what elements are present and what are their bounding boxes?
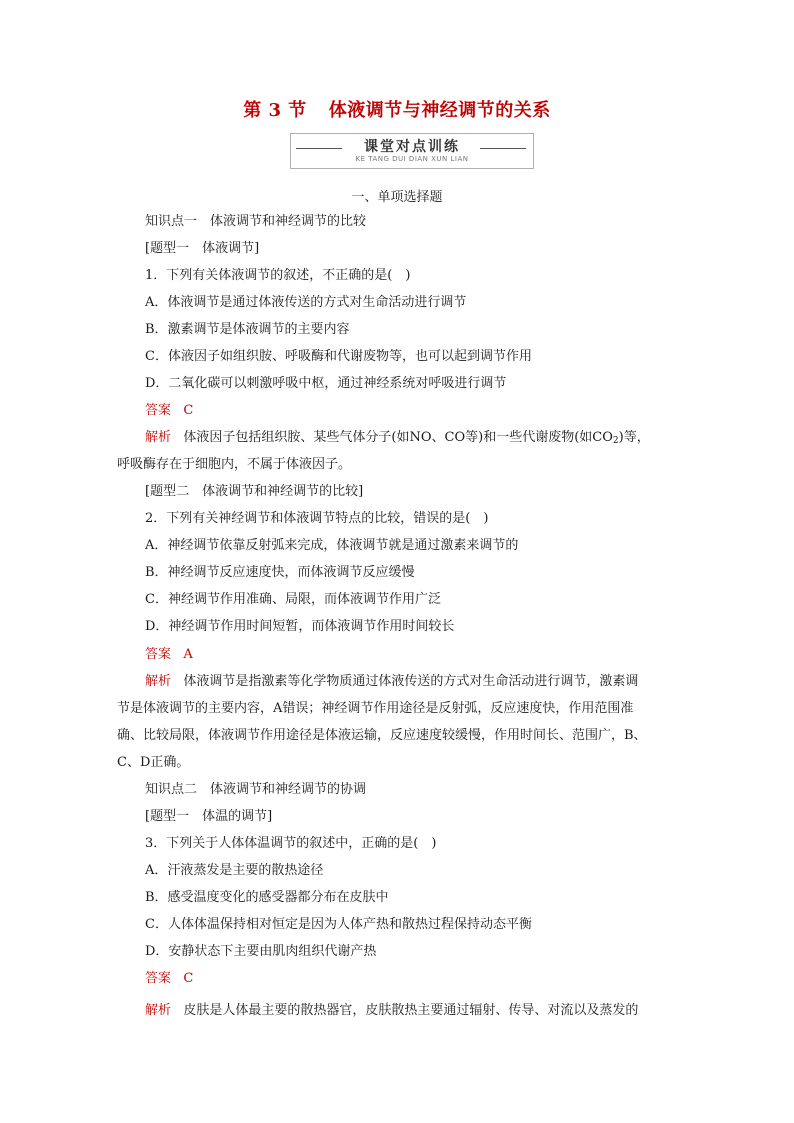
question-1-option-c: C．体液因子如组织胺、呼吸酶和代谢废物等，也可以起到调节作用: [145, 349, 532, 364]
question-2-answer: [145, 646, 193, 664]
question-1-answer: [145, 402, 193, 420]
answer-value: C: [183, 403, 194, 418]
question-3-option-c: C．人体体温保持相对恒定是因为人体产热和散热过程保持动态平衡: [145, 917, 532, 932]
question-2-option-a: A．神经调节依靠反射弧来完成，体液调节就是通过激素来调节的: [145, 538, 519, 553]
banner-pinyin: KE TANG DUI DIAN XUN LIAN: [355, 155, 469, 163]
question-3-option-b: B．感受温度变化的感受器都分布在皮肤中: [145, 890, 389, 905]
question-1-option-d: D．二氧化碳可以刺激呼吸中枢，通过神经系统对呼吸进行调节: [145, 376, 507, 391]
question-2-analysis: [145, 673, 638, 691]
question-type-heading-3: [题型一 体温的调节]: [145, 809, 273, 824]
analysis-text: 体液因子包括组织胺、某些气体分子(如NO、CO等)和一些代谢废物(如CO: [183, 430, 613, 445]
question-3-answer: [145, 970, 193, 988]
question-1-analysis: [145, 429, 650, 450]
analysis-label: 解析: [145, 1003, 172, 1018]
question-2-analysis-cont-1: 节是体液调节的主要内容，A错误；神经调节作用途径是反射弧，反应速度快，作用范围准: [117, 701, 634, 716]
answer-label: 答案: [145, 403, 172, 418]
practice-banner: [290, 133, 534, 169]
banner-title: 课堂对点训练: [364, 139, 460, 155]
analysis-label: 解析: [145, 430, 172, 445]
answer-value: A: [183, 647, 193, 662]
subscript: 2: [612, 436, 619, 446]
analysis-label: 解析: [145, 674, 172, 689]
question-3-option-d: D．安静状态下主要由肌肉组织代谢产热: [145, 944, 377, 959]
section-number: 第 3 节: [243, 100, 307, 121]
question-type-heading-2: [题型二 体液调节和神经调节的比较]: [145, 484, 364, 499]
question-3-option-a: A．汗液蒸发是主要的散热途径: [145, 863, 324, 878]
analysis-text-end: )等，: [618, 430, 650, 445]
question-3-stem: 3．下列关于人体体温调节的叙述中，正确的是( ): [145, 836, 437, 851]
section-title: 体液调节与神经调节的关系: [328, 100, 551, 121]
answer-label: 答案: [145, 647, 172, 662]
question-1-stem: 1．下列有关体液调节的叙述，不正确的是( ): [145, 268, 411, 283]
question-3-analysis: [145, 1002, 638, 1020]
question-2-analysis-cont-2: 确、比较局限，体液调节作用途径是体液运输，反应速度较缓慢，作用时间长、范围广，B、: [117, 728, 647, 743]
question-1-analysis-cont: 呼吸酶存在于细胞内，不属于体液因子。: [117, 457, 352, 472]
question-type-heading: [题型一 体液调节]: [145, 241, 260, 256]
knowledge-point-2: 知识点二 体液调节和神经调节的协调: [145, 782, 367, 797]
answer-label: 答案: [145, 971, 172, 986]
question-2-option-c: C．神经调节作用准确、局限，而体液调节作用广泛: [145, 592, 441, 607]
page-title: [0, 96, 794, 122]
section-heading: 一、单项选择题: [351, 190, 443, 205]
question-2-stem: 2．下列有关神经调节和体液调节特点的比较，错误的是( ): [145, 511, 489, 526]
answer-value: C: [183, 971, 194, 986]
question-1-option-b: B．激素调节是体液调节的主要内容: [145, 322, 350, 337]
analysis-text: 体液调节是指激素等化学物质通过体液传送的方式对生命活动进行调节，激素调: [183, 674, 639, 689]
analysis-text: 皮肤是人体最主要的散热器官，皮肤散热主要通过辐射、传导、对流以及蒸发的: [183, 1003, 639, 1018]
question-2-option-d: D．神经调节作用时间短暂，而体液调节作用时间较长: [145, 619, 455, 634]
question-1-option-a: A．体液调节是通过体液传送的方式对生命活动进行调节: [145, 295, 467, 310]
knowledge-point-1: 知识点一 体液调节和神经调节的比较: [145, 214, 367, 229]
question-2-option-b: B．神经调节反应速度快，而体液调节反应缓慢: [145, 565, 415, 580]
question-2-analysis-cont-3: C、D正确。: [117, 755, 190, 770]
